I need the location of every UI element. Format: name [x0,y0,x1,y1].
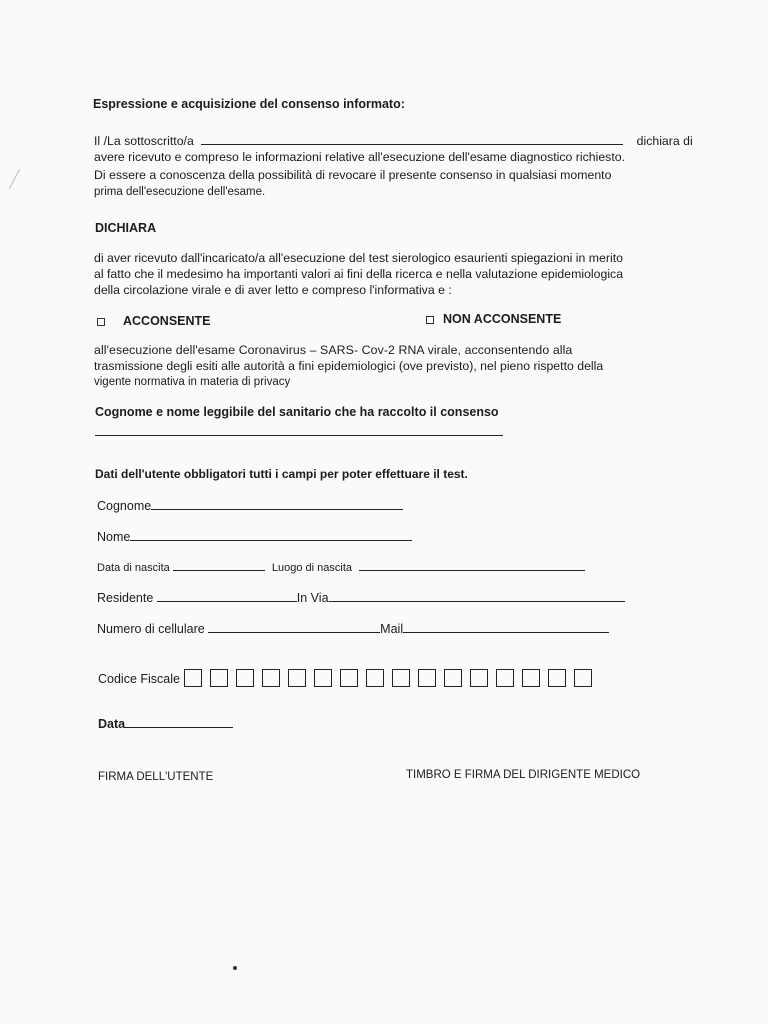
data-nascita-label: Data di nascita [97,562,170,574]
codice-fiscale-boxes[interactable] [184,669,600,687]
residenza-row [97,590,625,605]
cf-char-box[interactable] [366,669,384,687]
intro-line-3: Di essere a conoscenza della possibilità di revocare il presente consenso in qualsiasi momento [94,168,612,182]
intro-declares-label: dichiara di [636,134,693,148]
cf-char-box[interactable] [288,669,306,687]
codice-fiscale-label: Codice Fiscale [98,672,180,686]
form-title: Espressione e acquisizione del consenso informato: [93,97,405,111]
accept-option[interactable] [97,314,211,328]
nome-field[interactable] [130,529,412,541]
mail-field[interactable] [403,621,609,633]
residente-label: Residente [97,591,154,605]
accept-checkbox[interactable] [97,318,105,326]
cf-char-box[interactable] [184,669,202,687]
reject-option[interactable] [426,312,561,326]
data-row [98,716,233,731]
cf-char-box[interactable] [262,669,280,687]
exam-line-2: trasmissione degli esiti alle autorità a fini epidemiologici (ove previsto), nel pieno rispetto della [94,359,604,373]
via-label: In Via [296,591,329,605]
cognome-label: Cognome [97,499,152,513]
luogo-nascita-field[interactable] [359,559,585,571]
scan-dot [233,966,237,970]
cf-char-box[interactable] [418,669,436,687]
data-nascita-field[interactable] [173,559,265,571]
cf-char-box[interactable] [392,669,410,687]
dichiara-line-3: della circolazione virale e di aver letto e compreso l'informativa e : [94,283,452,297]
via-field[interactable] [329,590,625,602]
cf-char-box[interactable] [522,669,540,687]
nome-row [97,529,412,544]
data-label: Data [98,717,126,731]
dichiara-line-2: al fatto che il medesimo ha importanti valori ai fini della ricerca e nella valutazione epidemiologica [94,267,624,281]
intro-line-4: prima dell'esecuzione dell'esame. [94,186,266,198]
user-data-heading: Dati dell'utente obbligatori tutti i campi per poter effettuare il test. [95,467,468,481]
firma-medico-label: TIMBRO E FIRMA DEL DIRIGENTE MEDICO [406,769,641,781]
luogo-nascita-label: Luogo di nascita [271,562,353,574]
dichiara-line-1: di aver ricevuto dall'incaricato/a all'esecuzione del test sierologico esaurienti spiegazioni in merito [94,251,623,265]
mail-label: Mail [380,622,404,636]
cf-char-box[interactable] [340,669,358,687]
reject-checkbox[interactable] [426,316,434,324]
dichiara-heading: DICHIARA [95,221,157,235]
cf-char-box[interactable] [236,669,254,687]
nome-label: Nome [97,530,131,544]
cf-char-box[interactable] [470,669,488,687]
residente-field[interactable] [157,590,297,602]
cognome-field[interactable] [151,498,403,510]
cf-char-box[interactable] [210,669,228,687]
accept-label: ACCONSENTE [123,314,211,328]
sanitario-label: Cognome e nome leggibile del sanitario che ha raccolto il consenso [95,405,499,419]
exam-line-1: all'esecuzione dell'esame Coronavirus – SARS- Cov-2 RNA virale, acconsentendo alla [94,343,573,357]
reject-label: NON ACCONSENTE [443,312,562,326]
intro-subject-label: Il /La sottoscritto/a [94,134,194,148]
cf-char-box[interactable] [548,669,566,687]
cf-char-box[interactable] [496,669,514,687]
cellulare-label: Numero di cellulare [97,622,205,636]
cellulare-field[interactable] [208,621,380,633]
subject-name-field[interactable] [201,133,623,145]
cf-char-box[interactable] [574,669,592,687]
data-field[interactable] [125,716,233,728]
scan-artifact [9,169,20,189]
cf-char-box[interactable] [314,669,332,687]
cf-char-box[interactable] [444,669,462,687]
codice-fiscale-row [98,669,600,687]
cognome-row [97,498,403,513]
firma-utente-label: FIRMA DELL'UTENTE [98,771,214,783]
contatti-row [97,621,609,636]
intro-line-2: avere ricevuto e compreso le informazioni relative all'esecuzione dell'esame diagnostico richiesto. [94,150,625,164]
intro-line-1 [94,133,693,149]
exam-line-3: vigente normativa in materia di privacy [94,376,291,388]
sanitario-name-field[interactable] [95,435,503,436]
nascita-row [97,559,585,574]
